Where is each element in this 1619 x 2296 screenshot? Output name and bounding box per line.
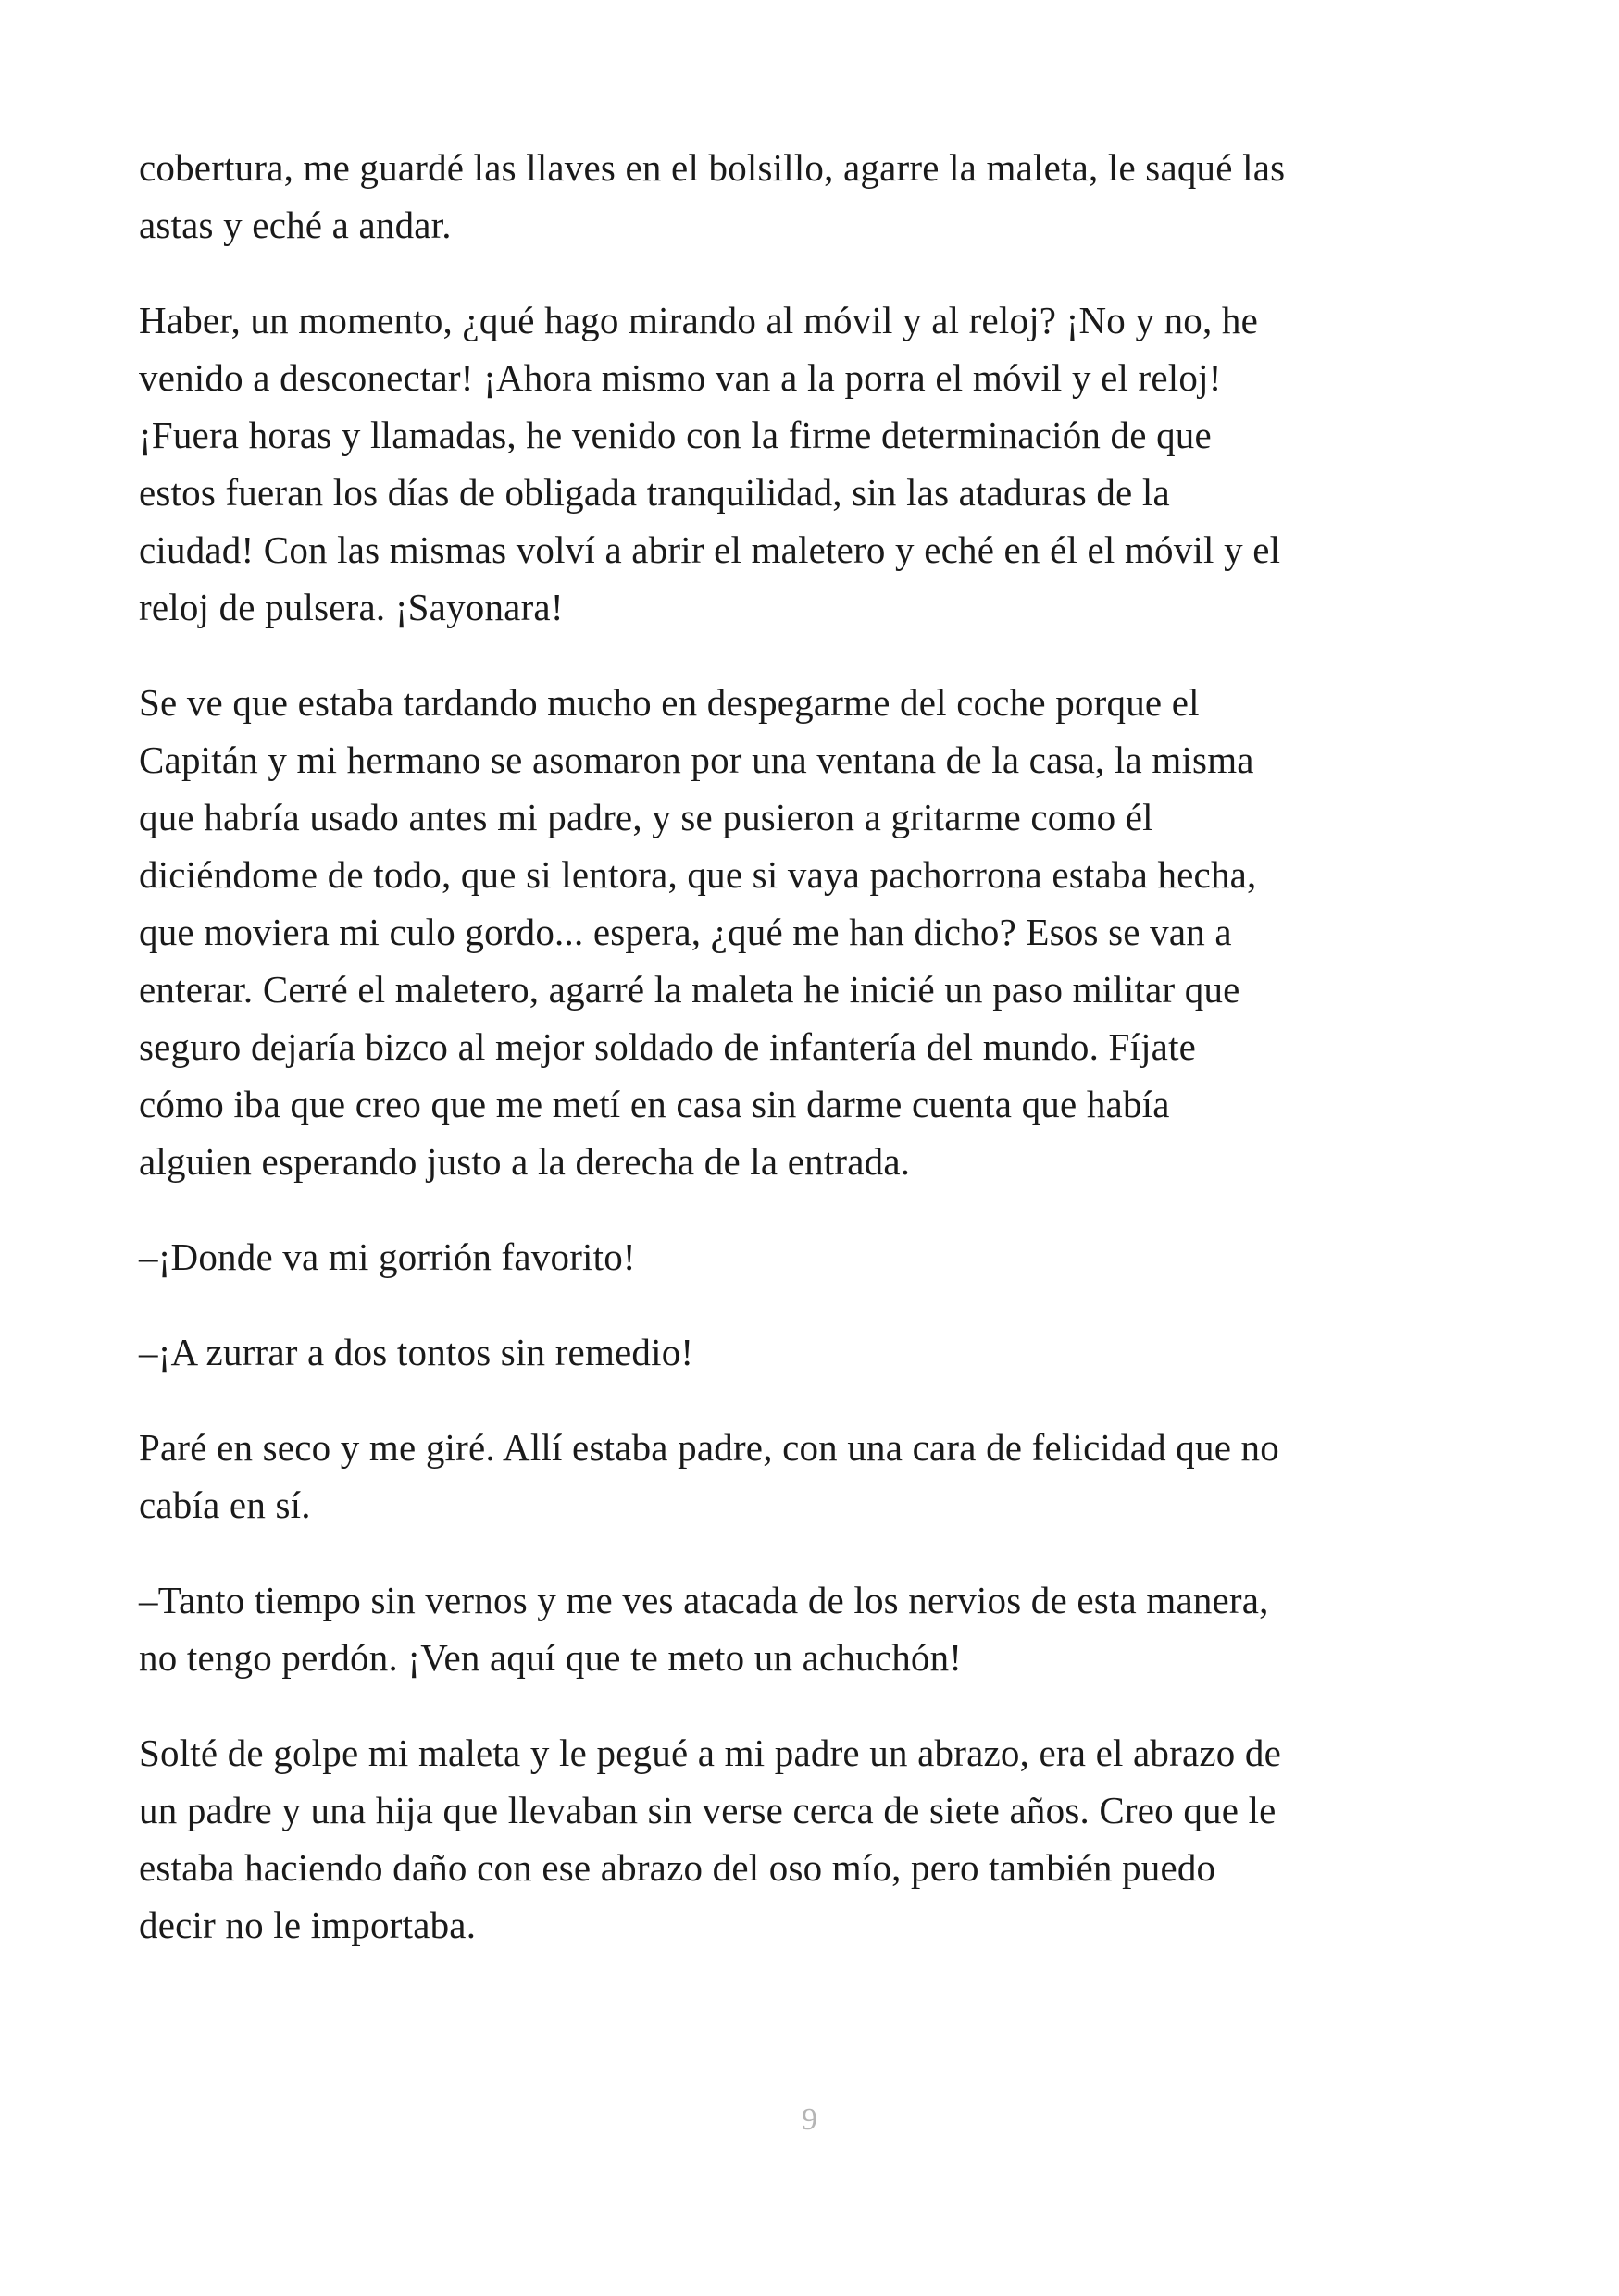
page-number: 9 xyxy=(802,2103,817,2137)
paragraph: cobertura, me guardé las llaves en el bolsillo, agarre la maleta, le saqué las astas y eché a andar. xyxy=(139,146,1286,246)
dialogue-line: –Tanto tiempo sin vernos y me ves atacada de los nervios de esta manera, no tengo perdón. ¡Ven aquí que te meto un achuchón! xyxy=(139,1579,1269,1679)
dialogue-line: –¡Donde va mi gorrión favorito! xyxy=(139,1235,636,1278)
paragraph: Paré en seco y me giré. Allí estaba padre, con una cara de felicidad que no cabía en sí. xyxy=(139,1426,1279,1526)
dialogue-line: –¡A zurrar a dos tontos sin remedio! xyxy=(139,1331,694,1373)
paragraph: Solté de golpe mi maleta y le pegué a mi padre un abrazo, era el abrazo de un padre y una hija que llevaban sin verse cerca de siete años. Creo que le estaba haciendo daño con ese abrazo del oso mío, pero también puedo decir no le importaba. xyxy=(139,1731,1282,1946)
paragraph: Haber, un momento, ¿qué hago mirando al móvil y al reloj? ¡No y no, he venido a desconectar! ¡Ahora mismo van a la porra el móvil y el reloj! ¡Fuera horas y llamadas, he venido con la firme determinación de que estos fueran los días de obligada tranquilidad, sin las ataduras de la ciudad! Con las mismas volví a abrir el maletero y eché en él el móvil y el reloj de pulsera. ¡Sayonara! xyxy=(139,299,1281,628)
body-text xyxy=(139,139,1490,1992)
paragraph: Se ve que estaba tardando mucho en despegarme del coche porque el Capitán y mi hermano se asomaron por una ventana de la casa, la misma que habría usado antes mi padre, y se pusieron a gritarme como él diciéndome de todo, que si lentora, que si vaya pachorrona estaba hecha, que moviera mi culo gordo... espera, ¿qué me han dicho? Esos se van a enterar. Cerré el maletero, agarré la maleta he inicié un paso militar que seguro dejaría bizco al mejor soldado de infantería del mundo. Fíjate cómo iba que creo que me metí en casa sin darme cuenta que había alguien esperando justo a la derecha de la entrada. xyxy=(139,681,1257,1183)
